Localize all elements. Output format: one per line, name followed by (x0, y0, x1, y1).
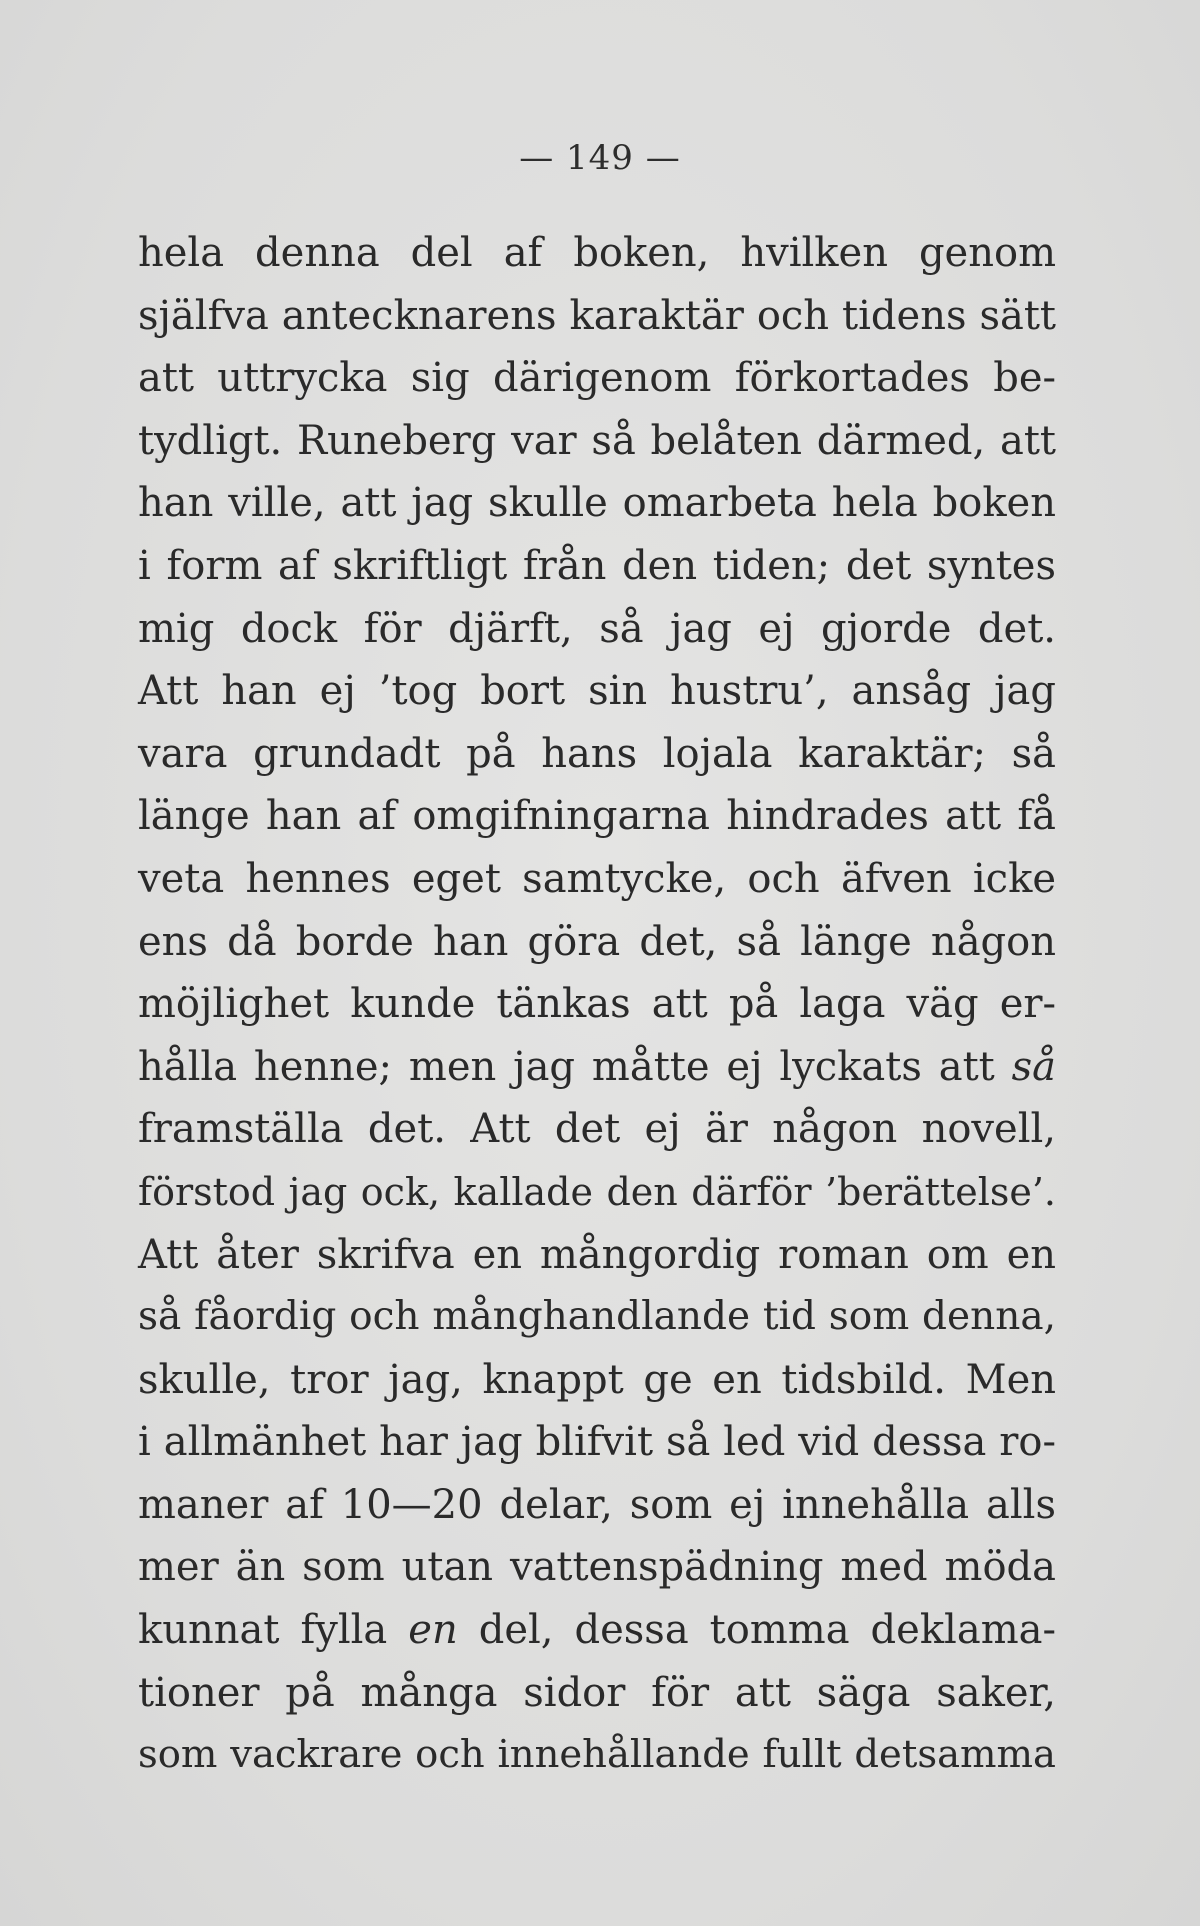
text-line: ens då borde han göra det, så länge någon (138, 918, 1056, 965)
text-line: i allmänhet har jag blifvit så led vid dessa ro- (138, 1419, 1056, 1466)
text-line: Att åter skrifva en mångordig roman om en (138, 1231, 1056, 1278)
text-line: så fåordig och månghandlande tid som denna, (138, 1294, 1056, 1340)
text-line: tioner på många sidor för att säga saker, (138, 1669, 1056, 1716)
text-line: mig dock för djärft, så jag ej gjorde det. (138, 605, 1056, 652)
italic-word: så (1011, 1043, 1056, 1090)
text-line: maner af 10—20 delar, som ej innehålla alls (138, 1481, 1056, 1528)
text-line: tydligt. Runeberg var så belåten därmed, att (138, 417, 1056, 464)
text-line: han ville, att jag skulle omarbeta hela boken (138, 480, 1056, 527)
text-segment: del, dessa tomma deklama- (457, 1607, 1056, 1654)
text-segment: kunnat fylla (138, 1607, 409, 1654)
text-line: mer än som utan vattenspädning med möda (138, 1544, 1056, 1591)
text-line: att uttrycka sig därigenom förkortades be- (138, 355, 1056, 402)
text-line: hela denna del af boken, hvilken genom (138, 230, 1056, 276)
text-line: själfva antecknarens karaktär och tidens sätt (138, 292, 1056, 339)
text-line: framställa det. Att det ej är någon novell, (138, 1106, 1056, 1153)
text-line: som vackrare och innehållande fullt detsamma (138, 1732, 1056, 1778)
text-line: vara grundadt på hans lojala karaktär; så (138, 730, 1056, 777)
text-line: skulle, tror jag, knappt ge en tidsbild. Men (138, 1356, 1056, 1403)
text-line: i form af skriftligt från den tiden; det syntes (138, 542, 1056, 589)
text-line (138, 1036, 1056, 1099)
text-line: länge han af omgifningarna hindrades att få (138, 793, 1056, 840)
italic-word: en (408, 1607, 458, 1654)
text-line (138, 1599, 1056, 1662)
body-text (138, 222, 1056, 1787)
page-number: — 149 — (519, 138, 681, 178)
text-segment: hålla henne; men jag måtte ej lyckats att (138, 1043, 1012, 1090)
text-line: möjlighet kunde tänkas att på laga väg er- (138, 981, 1056, 1028)
text-line: Att han ej ’tog bort sin hustru’, ansåg jag (138, 668, 1056, 715)
text-line: förstod jag ock, kallade den därför ’berättelse’. (138, 1169, 1056, 1214)
text-line: veta hennes eget samtycke, och äfven icke (138, 855, 1056, 902)
